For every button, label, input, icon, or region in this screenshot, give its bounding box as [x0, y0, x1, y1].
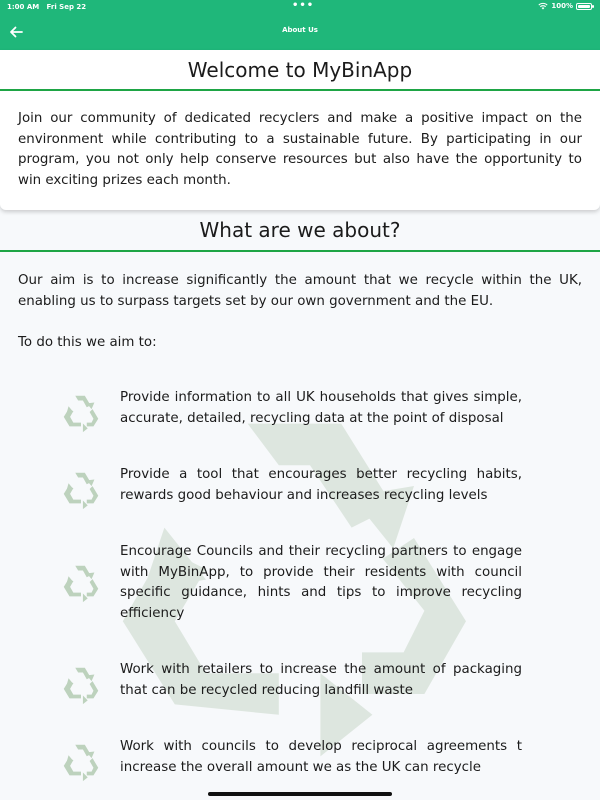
wifi-icon: [538, 2, 548, 10]
recycle-icon: [58, 662, 104, 708]
aim-text: Work with retailers to increase the amount of packaging that can be recycled reducing landfill waste: [120, 662, 522, 698]
status-bar: [0, 0, 600, 14]
welcome-text: Join our community of dedicated recyclers and make a positive impact on the environment while contributing to a sustainable future. By participating in our program, you not only help conserve resources but also have the opportunity to win exciting prizes each month.: [18, 111, 582, 188]
about-lead: To do this we aim to:: [18, 335, 157, 350]
aim-text: Work with councils to develop reciprocal agreements t increase the overall amount we as the UK can recycle: [120, 739, 522, 775]
recycle-icon: [58, 739, 104, 785]
multitask-dots[interactable]: •••: [292, 0, 315, 11]
aim-text: Provide a tool that encourages better recycling habits, rewards good behaviour and increases recycling levels: [120, 467, 522, 503]
about-divider: [0, 250, 600, 252]
recycle-icon: [58, 560, 104, 606]
status-time: 1:00 AM Fri Sep 22: [7, 3, 87, 11]
welcome-title: Welcome to MyBinApp: [187, 58, 413, 82]
recycle-icon: [58, 467, 104, 513]
about-intro: Our aim is to increase significantly the amount that we recycle within the UK, enabling us to surpass targets set by our own government and the EU.: [18, 273, 582, 309]
app-bar: [0, 0, 600, 50]
home-indicator[interactable]: [208, 792, 392, 796]
welcome-card: [0, 50, 600, 210]
recycle-icon: [58, 390, 104, 436]
aim-text: Provide information to all UK households that gives simple, accurate, detailed, recycling data at the point of disposal: [120, 390, 522, 426]
about-title: What are we about?: [199, 218, 401, 242]
battery-percent: 100%: [551, 2, 573, 10]
battery-icon: [576, 3, 592, 10]
aim-text: Encourage Councils and their recycling partners to engage with MyBinApp, to provide their residents with council specific guidance, hints and tips to improve recycling efficiency: [120, 544, 522, 621]
page-title: About Us: [282, 26, 318, 34]
status-right: [538, 2, 592, 10]
welcome-divider: [0, 89, 600, 91]
